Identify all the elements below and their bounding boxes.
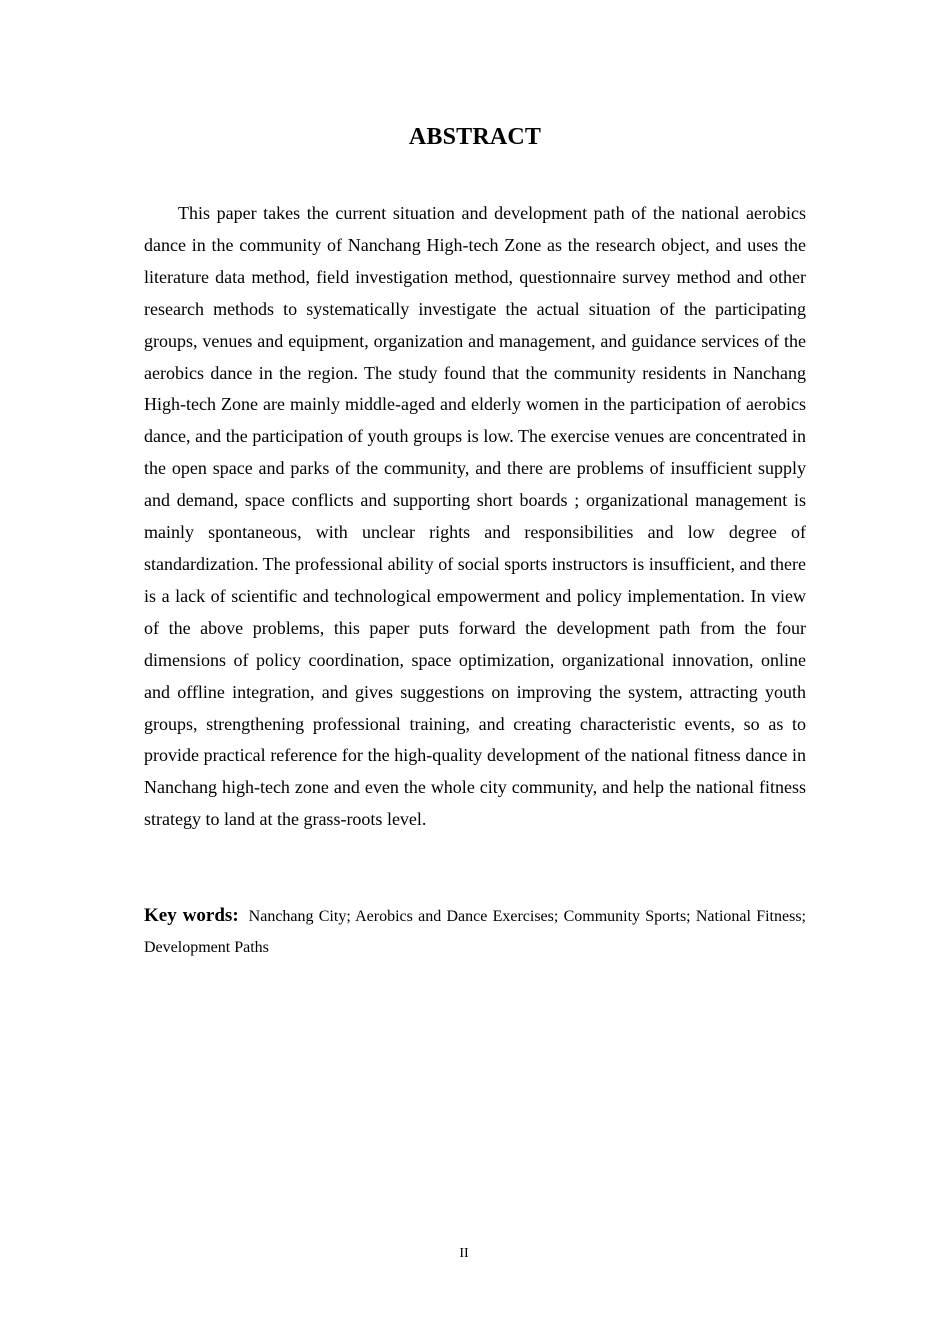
- abstract-body: This paper takes the current situation and development path of the national aerobics dance in the community of Nanchang High-tech Zone as the research object, and uses the literature data method, field investigation method, questionnaire survey method and other research methods to systematically investigate the actual situation of the participating groups, venues and equipment, organization and management, and guidance services of the aerobics dance in the region. The study found that the community residents in Nanchang High-tech Zone are mainly middle-aged and elderly women in the participation of aerobics dance, and the participation of youth groups is low. The exercise venues are concentrated in the open space and parks of the community, and there are problems of insufficient supply and demand, space conflicts and supporting short boards ; organizational management is mainly spontaneous, with unclear rights and responsibilities and low degree of standardization. The professional ability of social sports instructors is insufficient, and there is a lack of scientific and technological empowerment and policy implementation. In view of the above problems, this paper puts forward the development path from the four dimensions of policy coordination, space optimization, organizational innovation, online and offline integration, and gives suggestions on improving the system, attracting youth groups, strengthening professional training, and creating characteristic events, so as to provide practical reference for the high-quality development of the national fitness dance in Nanchang high-tech zone and even the whole city community, and help the national fitness strategy to land at the grass-roots level.: [144, 203, 806, 830]
- keywords-paragraph: [144, 900, 806, 963]
- keywords-list: Nanchang City; Aerobics and Dance Exercises; Community Sports; National Fitness; Development Paths: [144, 908, 806, 956]
- abstract-title: ABSTRACT: [408, 124, 542, 150]
- keywords-label: Key words:: [144, 905, 239, 926]
- page-number: II: [459, 1246, 469, 1261]
